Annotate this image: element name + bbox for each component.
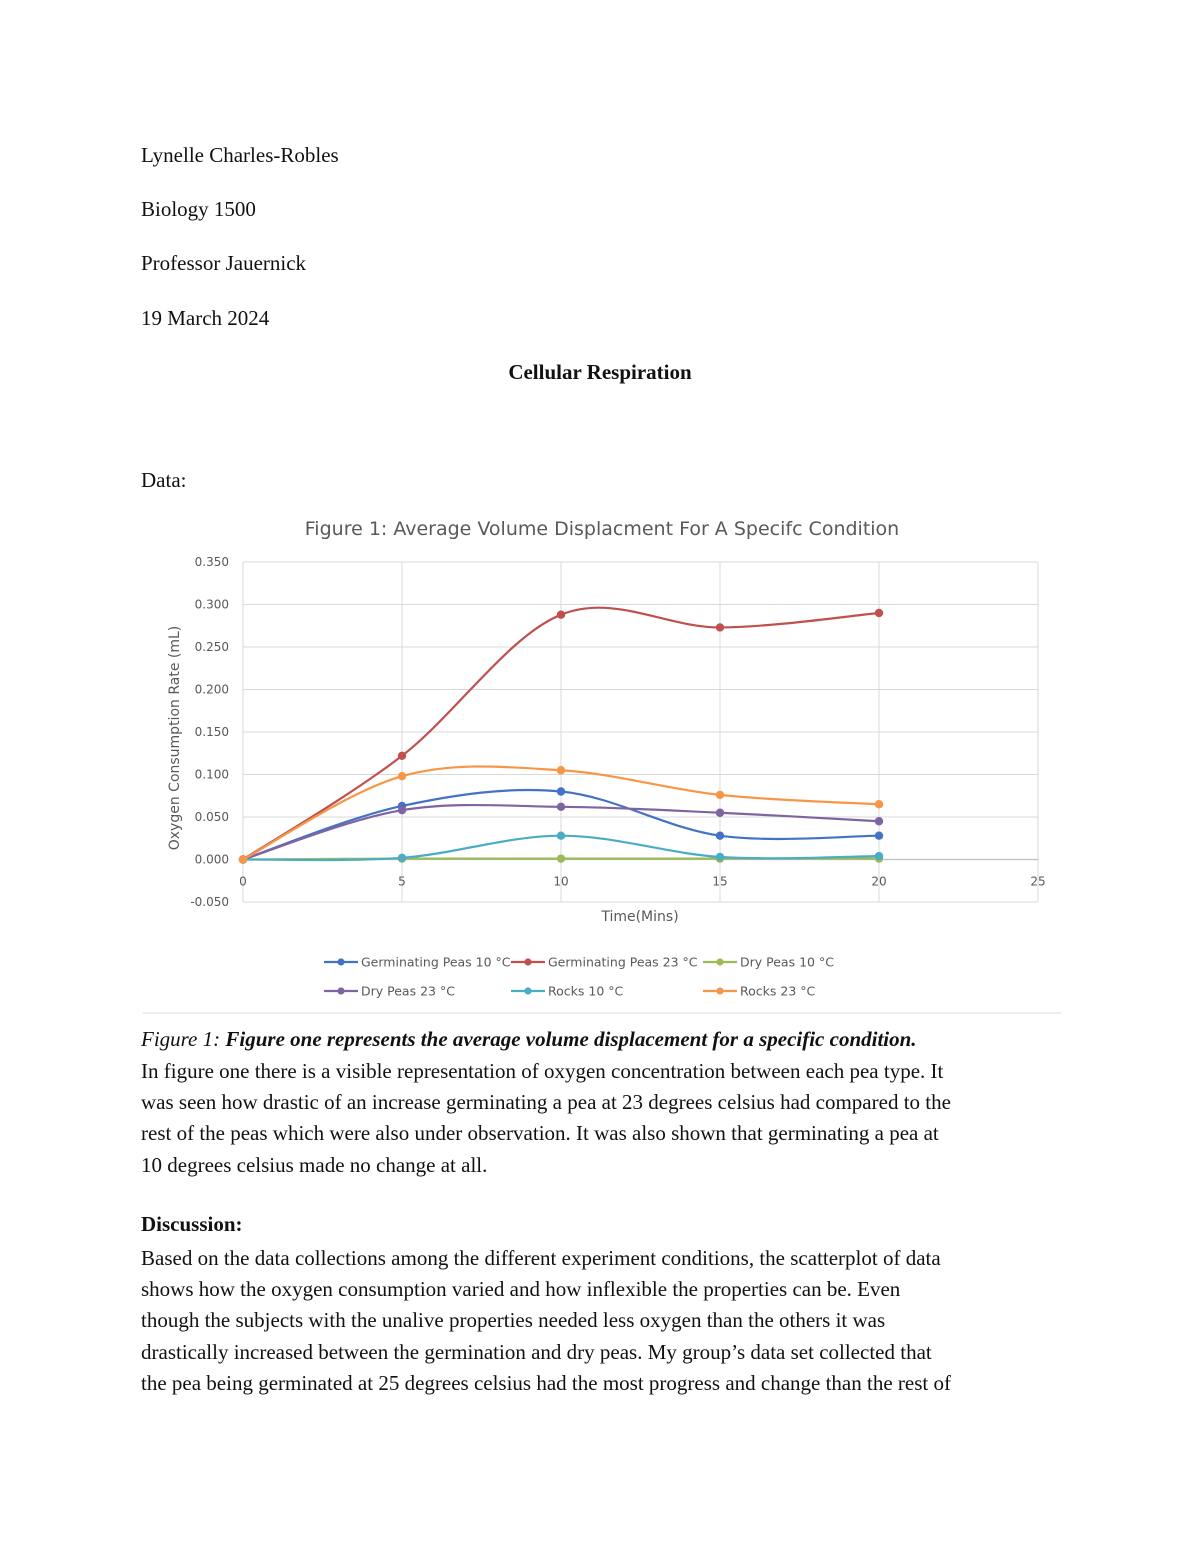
x-tick-label: 20 xyxy=(871,874,887,889)
y-tick-label: 0.200 xyxy=(194,682,229,697)
data-point xyxy=(875,609,883,617)
paragraph-line: rest of the peas which were also under observation. It was also shown that germinating a pea at xyxy=(141,1121,939,1146)
legend-marker xyxy=(337,958,344,965)
figure-description-paragraph xyxy=(141,1056,1071,1181)
data-point xyxy=(398,752,406,760)
data-point xyxy=(875,800,883,808)
paragraph-line: Based on the data collections among the different experiment conditions, the scatterplot of data xyxy=(141,1246,941,1270)
y-tick-label: 0.350 xyxy=(194,555,229,569)
legend-marker xyxy=(716,987,723,994)
paragraph-line: drastically increased between the germination and dry peas. My group’s data set collected that xyxy=(141,1339,932,1364)
data-point xyxy=(557,832,565,840)
legend-marker xyxy=(524,987,531,994)
y-tick-label: 0.150 xyxy=(194,725,229,739)
y-tick-label: 0.050 xyxy=(194,810,229,824)
data-point xyxy=(557,854,565,862)
legend-marker xyxy=(337,987,344,994)
data-point xyxy=(716,623,724,631)
data-point xyxy=(875,817,883,825)
x-tick-label: 10 xyxy=(553,874,569,889)
chart-legend xyxy=(324,955,834,999)
professor-name: Professor Jauernick xyxy=(141,251,307,275)
y-tick-label: -0.050 xyxy=(190,895,229,909)
x-tick-label: 5 xyxy=(398,874,406,889)
document-date: 19 March 2024 xyxy=(141,306,270,330)
figure-1-chart xyxy=(141,505,1066,1020)
discussion-heading: Discussion: xyxy=(141,1212,243,1236)
data-point xyxy=(557,803,565,811)
paragraph-line: the pea being germinated at 25 degrees celsius had the most progress and change than the rest of xyxy=(141,1370,951,1395)
data-point xyxy=(716,809,724,817)
data-point xyxy=(716,832,724,840)
paragraph-line: shows how the oxygen consumption varied and how inflexible the properties can be. Even xyxy=(141,1277,901,1302)
x-axis-label: Time(Mins) xyxy=(601,909,679,925)
data-point xyxy=(398,806,406,814)
paragraph-line: though the subjects with the unalive properties needed less oxygen than the others it was xyxy=(141,1308,886,1333)
data-point xyxy=(557,787,565,795)
author-name: Lynelle Charles-Robles xyxy=(141,143,339,167)
x-tick-label: 15 xyxy=(712,874,728,889)
y-tick-label: 0.000 xyxy=(194,852,229,867)
paragraph-line: 10 degrees celsius made no change at all. xyxy=(141,1152,488,1177)
figure-caption xyxy=(141,1027,917,1052)
legend-label: Germinating Peas 23 °C xyxy=(548,954,698,970)
data-point xyxy=(557,766,565,774)
data-point xyxy=(875,852,883,860)
legend-label: Dry Peas 10 °C xyxy=(740,954,834,970)
y-tick-label: 0.100 xyxy=(194,767,229,782)
y-tick-label: 0.250 xyxy=(194,640,229,654)
figure-caption-text: Figure one represents the average volume displacement for a specific condition. xyxy=(225,1027,917,1051)
chart-title: Figure 1: Average Volume Displacment For A Specifc Condition xyxy=(304,518,900,540)
x-tick-label: 0 xyxy=(239,874,247,889)
paragraph-line: In figure one there is a visible representation of oxygen concentration between each pea type. It xyxy=(141,1059,944,1083)
data-label: Data: xyxy=(141,468,187,492)
y-tick-label: 0.300 xyxy=(194,597,229,612)
data-point xyxy=(398,854,406,862)
discussion-paragraph xyxy=(141,1243,1071,1399)
legend-label: Germinating Peas 10 °C xyxy=(361,954,511,970)
legend-marker xyxy=(716,958,723,965)
y-axis-label: Oxygen Consumption Rate (mL) xyxy=(167,625,183,851)
document-title: Cellular Respiration xyxy=(508,360,692,384)
data-point xyxy=(875,832,883,840)
x-tick-label: 25 xyxy=(1030,874,1046,889)
figure-caption-label: Figure 1: xyxy=(141,1027,221,1051)
legend-label: Dry Peas 23 °C xyxy=(361,983,455,999)
data-point xyxy=(239,855,247,863)
course-name: Biology 1500 xyxy=(141,197,256,221)
data-point xyxy=(557,611,565,619)
legend-marker xyxy=(524,958,531,965)
data-point xyxy=(716,791,724,799)
legend-label: Rocks 10 °C xyxy=(548,983,624,999)
paragraph-line: was seen how drastic of an increase germinating a pea at 23 degrees celsius had compared to the xyxy=(141,1090,951,1115)
data-point xyxy=(716,853,724,861)
data-point xyxy=(398,772,406,780)
legend-label: Rocks 23 °C xyxy=(740,983,816,999)
